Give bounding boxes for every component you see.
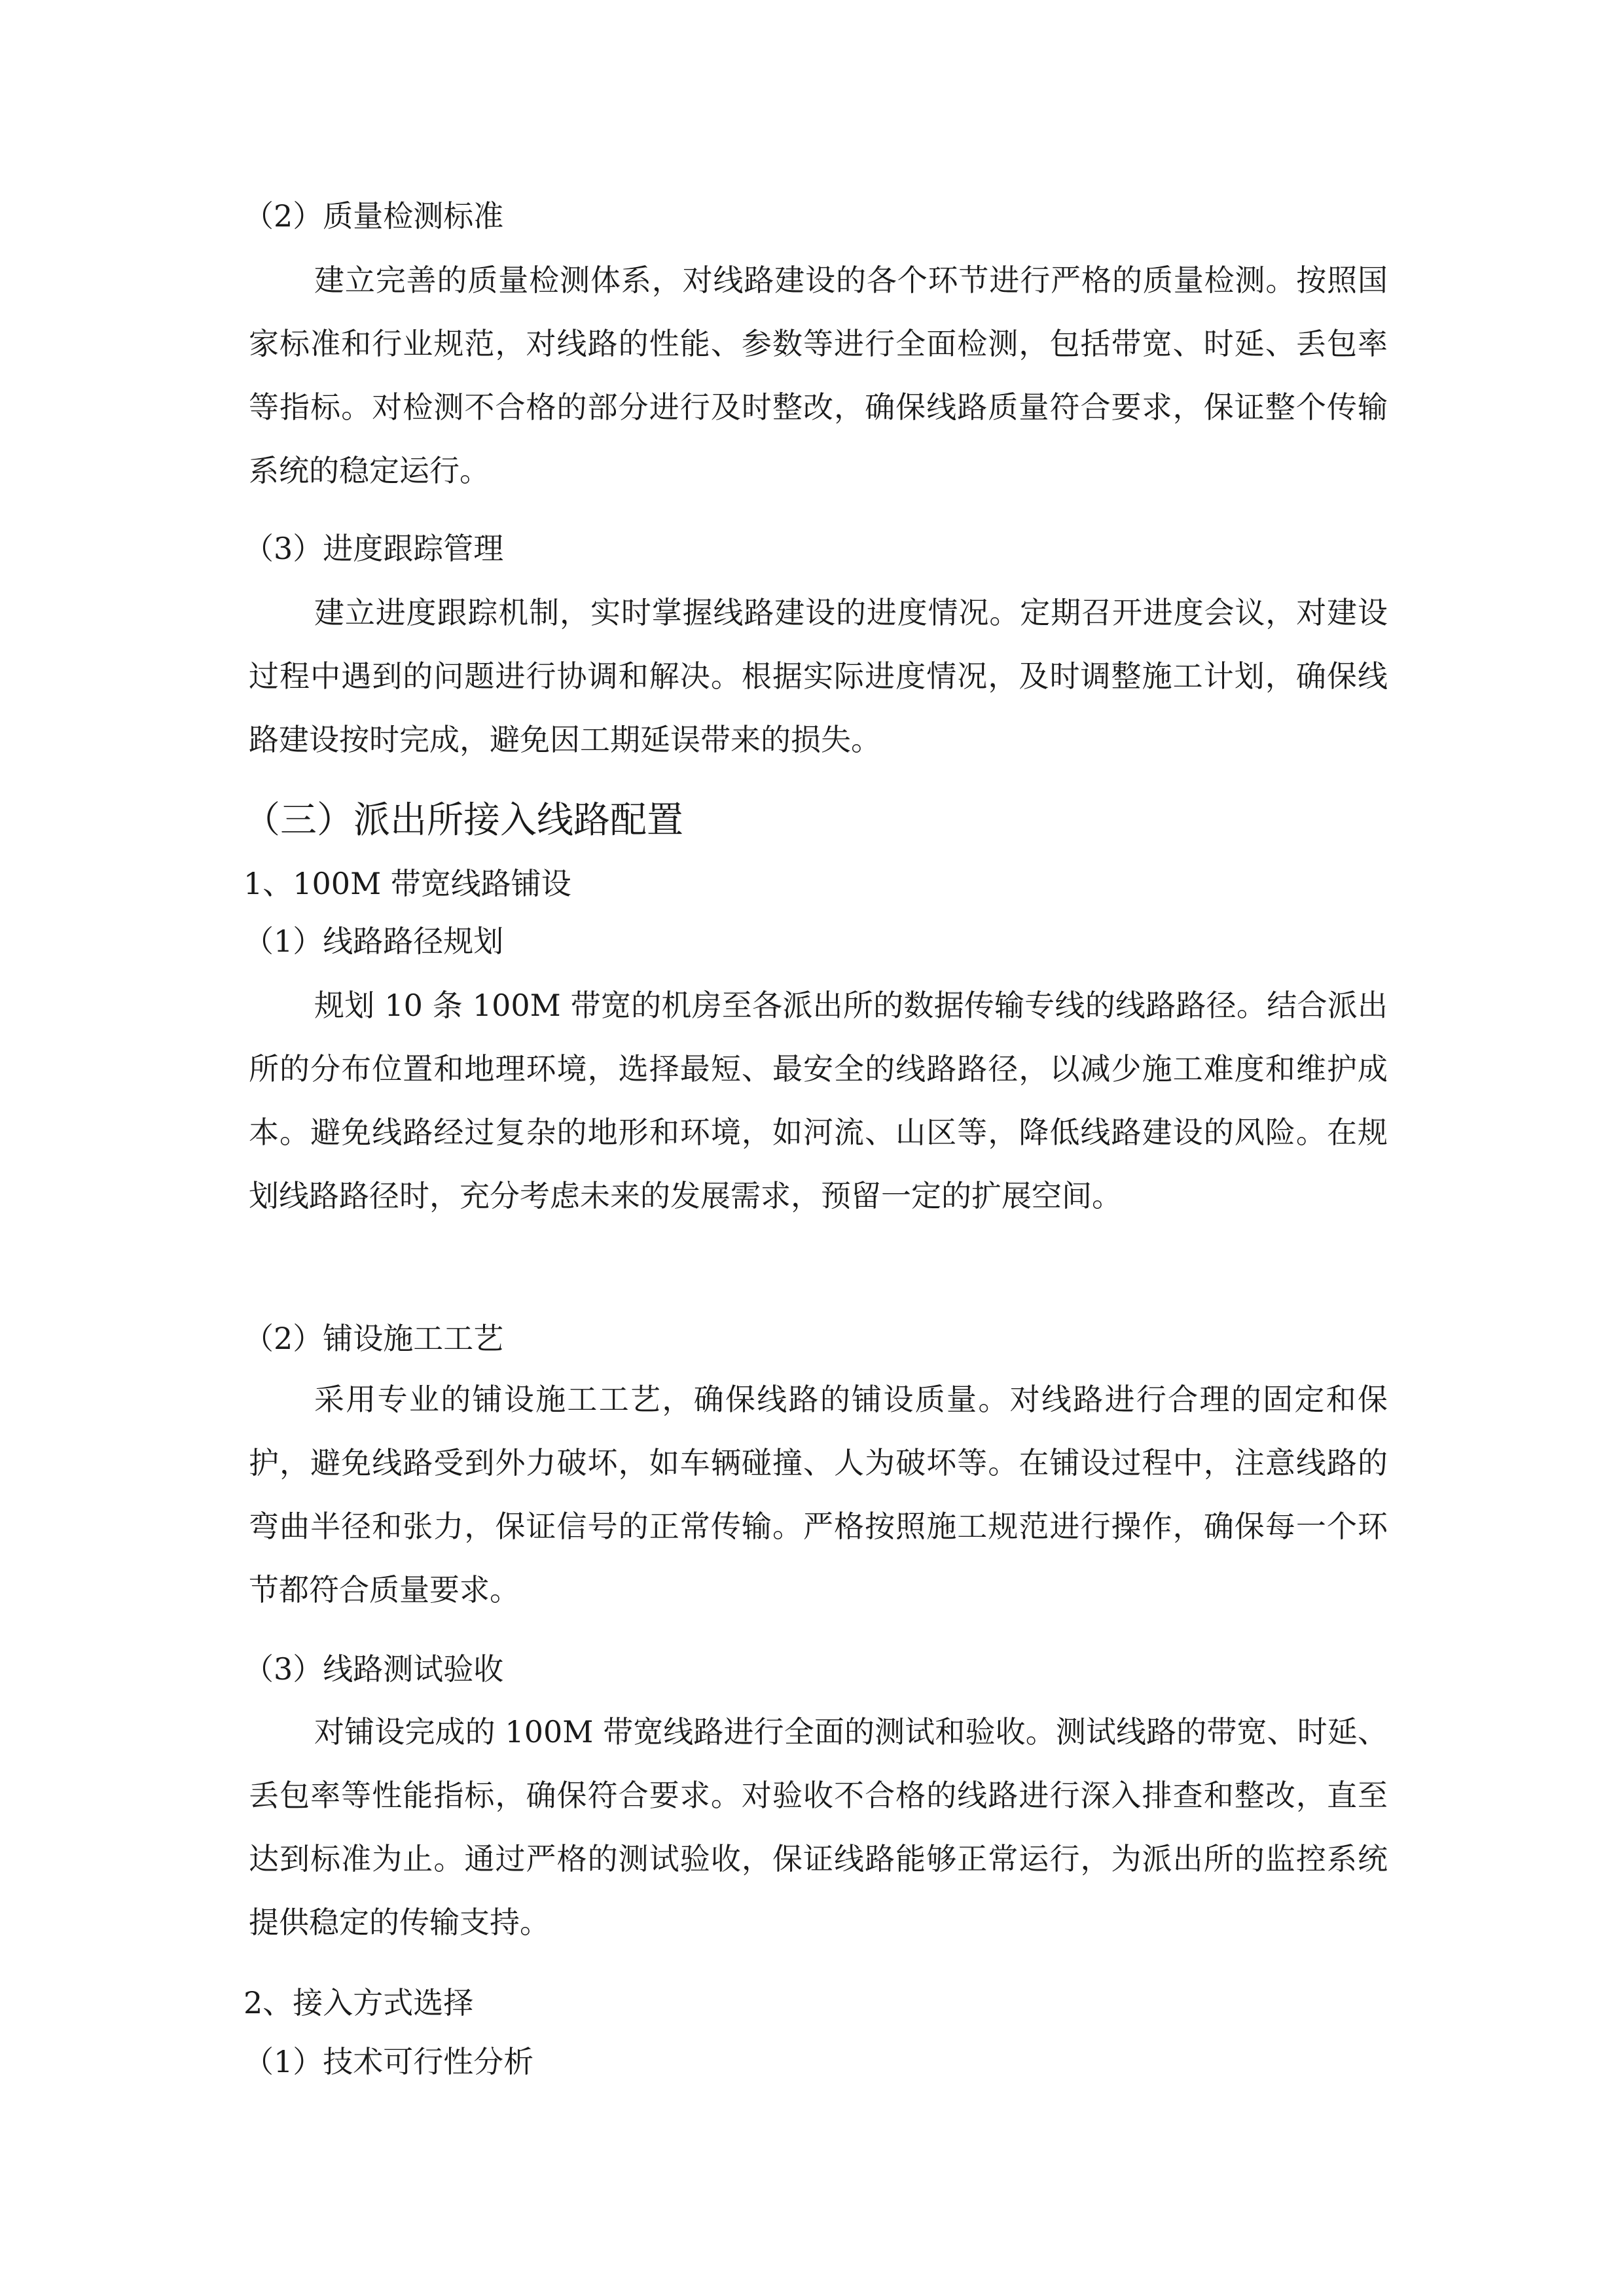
paragraph-line-testing: 对铺设完成的 100M 带宽线路进行全面的测试和验收。测试线路的带宽、时延、丢包率等性能指标，确保符合要求。对验收不合格的线路进行深入排查和整改，直至达到标准为止。通过严格的测试验收，保证线路能够正常运行，为派出所的监控系统提供稳定的传输支持。: [249, 1714, 1388, 1940]
heading-route-planning: （1）线路路径规划: [244, 924, 504, 959]
subsection-heading-access-mode: 2、接入方式选择: [244, 1985, 474, 2020]
heading-progress-tracking: （3）进度跟踪管理: [244, 531, 504, 566]
heading-quality-inspection: （2）质量检测标准: [244, 198, 504, 234]
paragraph-progress-tracking: 建立进度跟踪机制，实时掌握线路建设的进度情况。定期召开进度会议，对建设过程中遇到的问题进行协调和解决。根据实际进度情况，及时调整施工计划，确保线路建设按时完成，避免因工期延误带来的损失。: [249, 595, 1388, 757]
chapter-heading: （三）派出所接入线路配置: [244, 799, 683, 842]
heading-feasibility-analysis: （1）技术可行性分析: [244, 2044, 534, 2079]
heading-construction-process: （2）铺设施工工艺: [244, 1321, 504, 1356]
heading-line-testing: （3）线路测试验收: [244, 1651, 504, 1687]
subsection-heading-100m: 1、100M 带宽线路铺设: [244, 866, 571, 901]
paragraph-route-planning: 规划 10 条 100M 带宽的机房至各派出所的数据传输专线的线路路径。结合派出所的分布位置和地理环境，选择最短、最安全的线路路径，以减少施工难度和维护成本。避免线路经过复杂的地形和环境，如河流、山区等，降低线路建设的风险。在规划线路路径时，充分考虑未来的发展需求，预留一定的扩展空间。: [249, 988, 1388, 1213]
paragraph-quality-inspection: 建立完善的质量检测体系，对线路建设的各个环节进行严格的质量检测。按照国家标准和行业规范，对线路的性能、参数等进行全面检测，包括带宽、时延、丢包率等指标。对检测不合格的部分进行及时整改，确保线路质量符合要求，保证整个传输系统的稳定运行。: [249, 262, 1388, 488]
paragraph-construction-process: 采用专业的铺设施工工艺，确保线路的铺设质量。对线路进行合理的固定和保护，避免线路受到外力破坏，如车辆碰撞、人为破坏等。在铺设过程中，注意线路的弯曲半径和张力，保证信号的正常传输。严格按照施工规范进行操作，确保每一个环节都符合质量要求。: [249, 1382, 1388, 1607]
